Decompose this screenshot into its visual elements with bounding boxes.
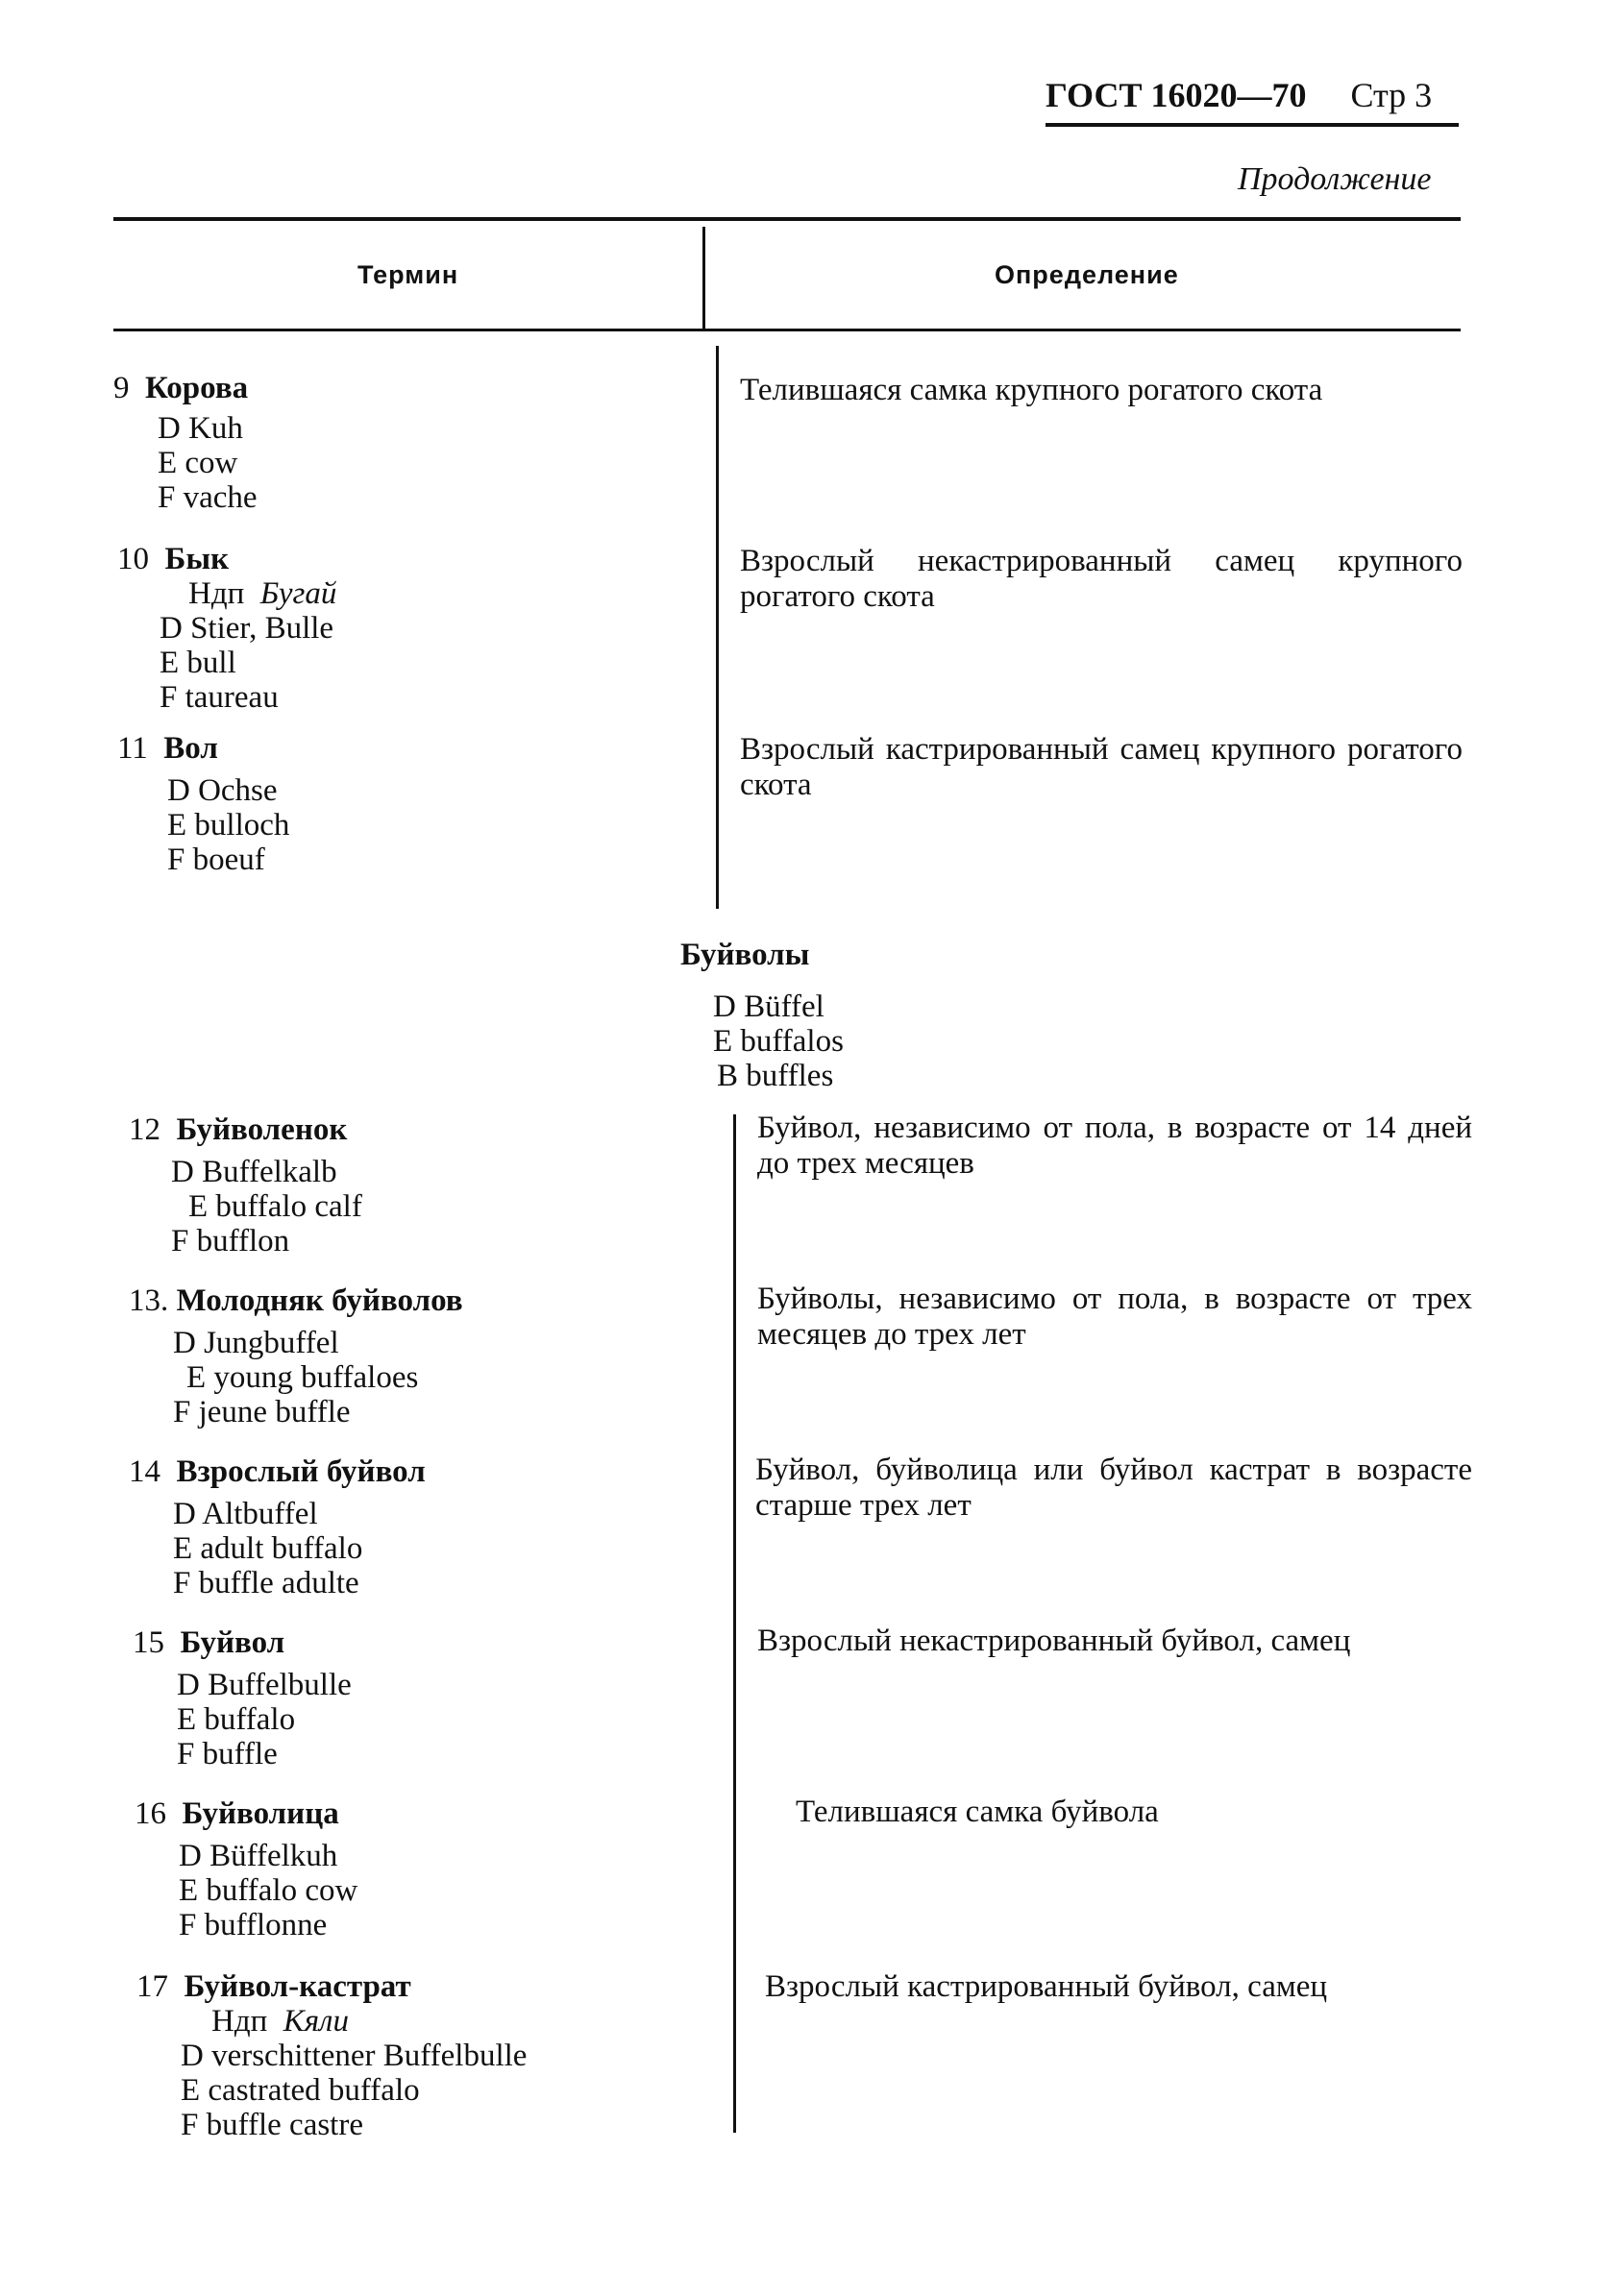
ndp-value: Кяли <box>283 2004 349 2039</box>
term-ndp <box>117 576 336 611</box>
term-definition: Телившаяся самка буйвола <box>796 1795 1159 1829</box>
term-translation-en: E buffalo calf <box>188 1189 362 1224</box>
term-number: 13. <box>129 1283 169 1318</box>
term-name: Буйвол <box>180 1625 285 1660</box>
term-number: 10 <box>117 542 149 576</box>
term-translation-fr: F vache <box>158 480 258 515</box>
term-entry <box>117 731 289 877</box>
term-translation-de: D Ochse <box>167 773 278 808</box>
page-number: Стр 3 <box>1350 76 1433 114</box>
term-entry <box>129 1112 362 1258</box>
term-name: Буйволенок <box>176 1112 348 1147</box>
term-translation-en: E bulloch <box>167 808 290 843</box>
term-translation-fr: F taureau <box>160 680 279 715</box>
term-translation-en: E castrated buffalo <box>181 2073 420 2108</box>
term-entry <box>136 1969 527 2142</box>
term-entry <box>133 1625 352 1771</box>
group-title: Буйволы <box>680 938 810 972</box>
term-name: Корова <box>145 371 249 405</box>
term-translation-de: D Büffelkuh <box>179 1839 338 1873</box>
term-translation-de: D Buffelbulle <box>177 1668 352 1702</box>
term-translation-fr: F boeuf <box>167 843 265 877</box>
table-head-bottom-rule <box>113 329 1461 331</box>
term-name: Буйволица <box>182 1796 339 1831</box>
term-translation-de: D Altbuffel <box>173 1497 318 1531</box>
group-translations <box>713 989 844 1093</box>
term-translation-en: E buffalo <box>177 1702 296 1737</box>
term-number: 11 <box>117 731 148 766</box>
group-translation-de: D Büffel <box>713 989 824 1024</box>
term-definition: Буйвол, независимо от пола, в возрасте от 14 дней до трех месяцев <box>757 1111 1472 1181</box>
term-name: Вол <box>163 731 218 766</box>
term-definition: Взрослый кастрированный буйвол, самец <box>765 1969 1328 2004</box>
document-number <box>1046 75 1432 115</box>
column-header-term: Термин <box>357 260 459 289</box>
term-name: Бык <box>164 542 230 576</box>
term-entry <box>135 1796 357 1942</box>
term-number: 9 <box>113 371 130 405</box>
term-translation-fr: F jeune buffle <box>173 1395 351 1429</box>
term-translation-en: E cow <box>158 446 238 480</box>
term-name: Буйвол-кастрат <box>184 1969 411 2004</box>
standard-code: ГОСТ 16020—70 <box>1046 76 1307 114</box>
term-number: 14 <box>129 1454 160 1489</box>
term-entry <box>117 542 336 715</box>
table-top-rule <box>113 217 1461 221</box>
header-underline <box>1046 123 1459 127</box>
term-definition: Буйвол, буйволица или буйвол кастрат в возрасте старше трех лет <box>755 1453 1472 1523</box>
term-translation-en: E adult buffalo <box>173 1531 363 1566</box>
column-divider-top <box>716 346 719 909</box>
column-header-definition: Определение <box>995 260 1179 289</box>
column-divider-bottom <box>733 1114 736 2133</box>
term-translation-fr: F bufflonne <box>179 1908 328 1942</box>
ndp-label: Ндп <box>211 2004 268 2039</box>
term-translation-en: E bull <box>160 646 236 680</box>
group-translation-en: E buffalos <box>713 1024 844 1059</box>
ndp-label: Ндп <box>188 576 245 611</box>
term-translation-de: D Jungbuffel <box>173 1326 339 1360</box>
term-entry <box>113 371 258 515</box>
term-definition: Телившаяся самка крупного рогатого скота <box>740 373 1323 407</box>
term-number: 16 <box>135 1796 166 1831</box>
term-name: Молодняк буйволов <box>176 1283 463 1318</box>
term-entry <box>129 1283 463 1429</box>
ndp-value: Бугай <box>259 576 337 611</box>
term-entry <box>129 1454 426 1600</box>
term-translation-fr: F buffle castre <box>181 2108 363 2142</box>
term-number: 17 <box>136 1969 168 2004</box>
term-translation-fr: F buffle <box>177 1737 278 1771</box>
term-definition: Буйволы, независимо от пола, в возрасте от трех месяцев до трех лет <box>757 1282 1472 1352</box>
term-translation-fr: F buffle adulte <box>173 1566 359 1600</box>
table-head-divider <box>702 227 705 329</box>
term-ndp <box>136 2004 527 2039</box>
group-translation-fr: B buffles <box>717 1059 834 1093</box>
term-translation-fr: F bufflon <box>171 1224 290 1258</box>
term-translation-de: D Stier, Bulle <box>160 611 334 646</box>
term-number: 12 <box>129 1112 160 1147</box>
term-translation-en: E young buffaloes <box>186 1360 419 1395</box>
term-definition: Взрослый кастрированный самец крупного рогатого скота <box>740 732 1463 802</box>
term-translation-de: D Kuh <box>158 411 243 446</box>
term-translation-de: D verschittener Buffelbulle <box>181 2039 528 2073</box>
term-definition: Взрослый некастрированный самец крупного рогатого скота <box>740 544 1463 614</box>
term-number: 15 <box>133 1625 164 1660</box>
term-definition: Взрослый некастрированный буйвол, самец <box>757 1624 1351 1658</box>
term-name: Взрослый буйвол <box>176 1454 426 1489</box>
term-translation-en: E buffalo cow <box>179 1873 358 1908</box>
term-translation-de: D Buffelkalb <box>171 1155 337 1189</box>
continuation-label: Продолжение <box>1238 161 1432 197</box>
